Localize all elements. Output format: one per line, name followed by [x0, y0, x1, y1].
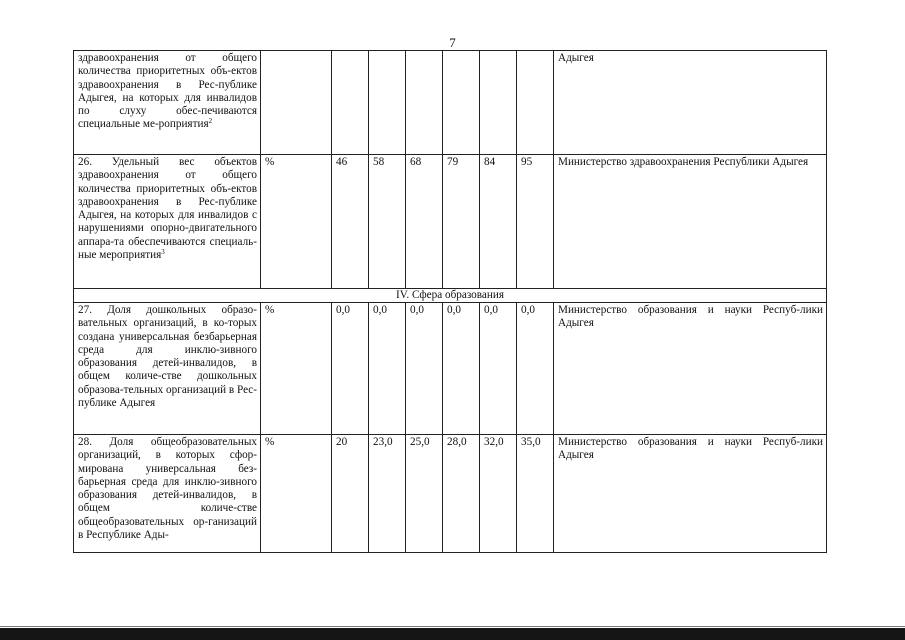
- value-cell: 79: [443, 155, 480, 289]
- ministry-cell: Министерство здравоохранения Республики Адыгея: [554, 155, 827, 289]
- value-cell: 0,0: [332, 303, 369, 435]
- value-cell: 58: [369, 155, 406, 289]
- unit-cell: %: [261, 303, 332, 435]
- value-cell: 0,0: [369, 303, 406, 435]
- value-cell: [517, 51, 554, 155]
- value-cell: 32,0: [480, 435, 517, 553]
- indicator-cell: [74, 435, 261, 553]
- value-cell: 23,0: [369, 435, 406, 553]
- ministry-cell: Министерство образования и науки Респуб-лики Адыгея: [554, 435, 827, 553]
- value-cell: 68: [406, 155, 443, 289]
- value-cell: [480, 51, 517, 155]
- section-header-row: [74, 289, 827, 303]
- footnote-mark: 3: [161, 248, 165, 257]
- table-row: [74, 435, 827, 553]
- indicator-cell: [74, 303, 261, 435]
- value-cell: [332, 51, 369, 155]
- scan-bottom-edge: [0, 628, 905, 640]
- value-cell: 84: [480, 155, 517, 289]
- value-cell: 46: [332, 155, 369, 289]
- value-cell: [443, 51, 480, 155]
- footnote-mark: 2: [208, 117, 213, 126]
- value-cell: 0,0: [406, 303, 443, 435]
- unit-cell: %: [261, 435, 332, 553]
- indicators-table: [73, 50, 827, 553]
- table-row: [74, 51, 827, 155]
- table-row: [74, 303, 827, 435]
- indicator-cell: [74, 51, 261, 155]
- ministry-cell: Адыгея: [554, 51, 827, 155]
- value-cell: 0,0: [480, 303, 517, 435]
- value-cell: 35,0: [517, 435, 554, 553]
- indicator-text: 28. Доля общеобразовательных организаций, в которых сфор-мирована универсальная без-барьерная среда для инклю-зивного образования детей-инвалидов, в общем количе-стве общеобразовательных ор-ганизаций в Республике Ады-: [78, 436, 257, 542]
- value-cell: 28,0: [443, 435, 480, 553]
- value-cell: [369, 51, 406, 155]
- indicator-text: 26. Удельный вес объектов здравоохранения от общего количества приоритетных объ-ектов здравоохранения в Рес-публике Адыгея, на которых для инвалидов с нарушениями опорно-двигательного аппара-та обеспечиваются специаль-ные мероприятия: [78, 156, 257, 262]
- table-body: [74, 51, 827, 553]
- unit-cell: [261, 51, 332, 155]
- value-cell: 20: [332, 435, 369, 553]
- indicator-text: здравоохранения от общего количества приоритетных объ-ектов здравоохранения в Рес-публике Адыгея, на которых для инвалидов по слуху обес-печиваются специальные ме-роприятия: [78, 52, 257, 131]
- table-row: [74, 155, 827, 289]
- section-title: IV. Сфера образования: [74, 289, 827, 303]
- value-cell: 0,0: [443, 303, 480, 435]
- indicator-cell: [74, 155, 261, 289]
- page-number: 7: [449, 35, 456, 50]
- ministry-cell: Министерство образования и науки Респуб-лики Адыгея: [554, 303, 827, 435]
- value-cell: 25,0: [406, 435, 443, 553]
- value-cell: 0,0: [517, 303, 554, 435]
- value-cell: [406, 51, 443, 155]
- value-cell: 95: [517, 155, 554, 289]
- indicator-text: 27. Доля дошкольных образо-вательных организаций, в ко-торых создана универсальная безбарьерная среда для инклю-зивного образования детей-инвалидов, в общем количе-стве дошкольных образова-тельных организаций в Рес-публике Адыгея: [78, 304, 257, 410]
- unit-cell: %: [261, 155, 332, 289]
